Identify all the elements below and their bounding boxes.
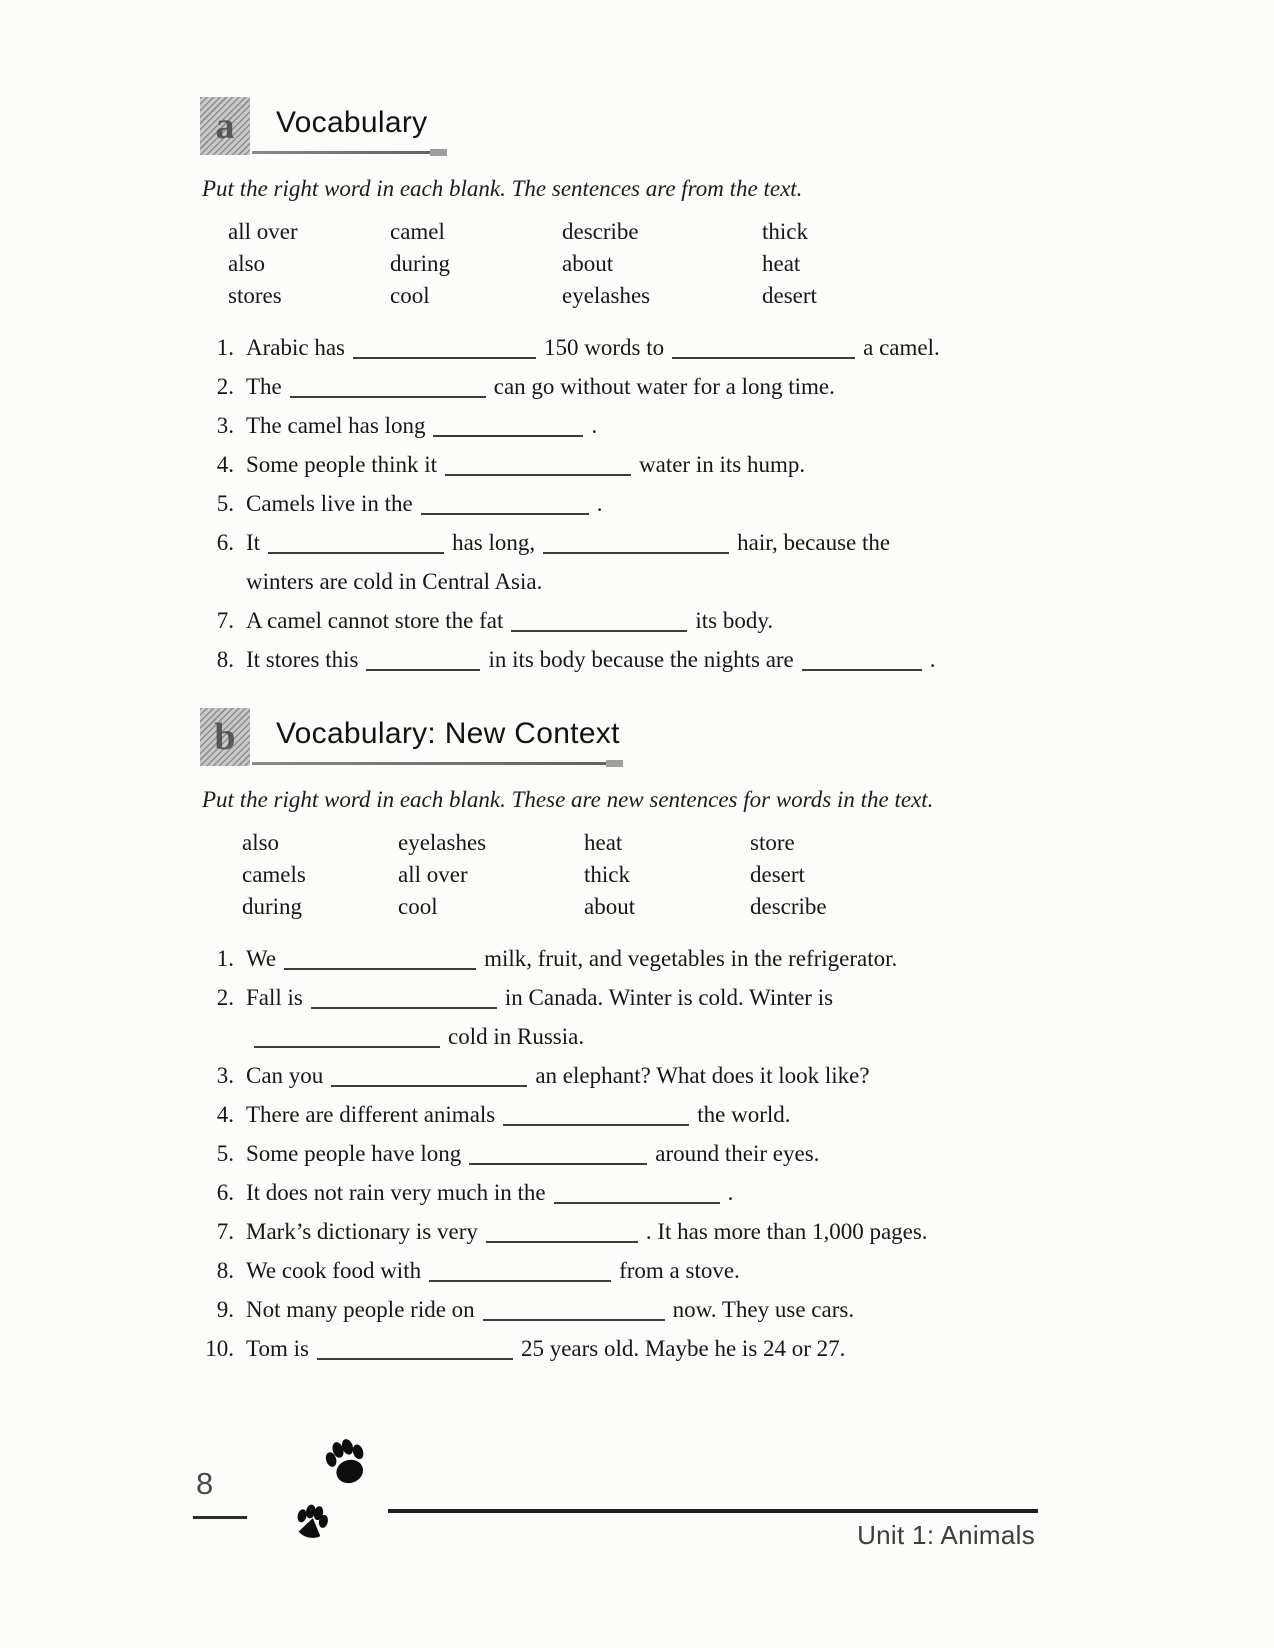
exercise-item	[200, 1134, 1068, 1173]
answer-blank[interactable]	[554, 1201, 720, 1204]
item-number: 6.	[216, 530, 234, 555]
sentence-text: 150 words to	[544, 335, 665, 360]
sentence-text: in Canada. Winter is cold. Winter is	[504, 985, 834, 1010]
answer-blank[interactable]	[503, 1123, 689, 1126]
sentence-text: It stores this	[246, 647, 359, 672]
exercise-item	[200, 1212, 1068, 1251]
section-a-instructions: Put the right word in each blank. The sentences are from the text.	[202, 176, 803, 201]
icon-letter-b: b	[214, 716, 236, 758]
word-bank-word: thick	[762, 219, 808, 244]
sentence-text: from a stove.	[619, 1258, 740, 1283]
answer-blank[interactable]	[672, 356, 855, 359]
word-bank-word: eyelashes	[398, 830, 487, 855]
sentence	[246, 484, 1068, 523]
rule-cap	[430, 149, 447, 156]
word-bank-word: stores	[228, 283, 282, 308]
exercise-item	[200, 484, 1068, 523]
sentence-text: Tom is	[246, 1336, 309, 1361]
sentence-text: cold in Russia.	[448, 1024, 585, 1049]
sentence-text: Fall is	[246, 985, 303, 1010]
sentence	[246, 1290, 1068, 1329]
sentence-text: Some people think it	[246, 452, 438, 477]
sentence-text: It	[246, 530, 261, 555]
sentence	[246, 1056, 1068, 1095]
page-number-rule	[193, 1516, 247, 1519]
word-bank-word: about	[584, 894, 636, 919]
answer-blank[interactable]	[366, 668, 480, 671]
sentence	[246, 978, 1068, 1056]
sentence-text: a camel.	[863, 335, 940, 360]
answer-blank[interactable]	[254, 1045, 440, 1048]
exercise-item	[200, 939, 1068, 978]
sentence-text: It does not rain very much in the	[246, 1180, 546, 1205]
sentence-text: 25 years old. Maybe he is 24 or 27.	[520, 1336, 846, 1361]
word-bank-word: eyelashes	[562, 283, 651, 308]
answer-blank[interactable]	[317, 1357, 513, 1360]
item-number: 4.	[216, 1102, 234, 1127]
sentence-text: in its body because the nights are	[488, 647, 794, 672]
answer-blank[interactable]	[311, 1006, 497, 1009]
sentence	[246, 601, 1068, 640]
item-number: 9.	[216, 1297, 234, 1322]
word-bank-word: cool	[390, 283, 430, 308]
paw-prints-icon	[288, 1422, 378, 1552]
sentence-text: The	[246, 374, 282, 399]
sentence-text: Arabic has	[246, 335, 345, 360]
exercise-item	[200, 978, 1068, 1056]
section-a-title: Vocabulary	[276, 106, 428, 139]
sentence-text: an elephant? What does it look like?	[535, 1063, 870, 1088]
sentence-text: .	[591, 413, 598, 438]
sentence	[246, 406, 1068, 445]
sentence-text: Camels live in the	[246, 491, 413, 516]
word-bank-word: cool	[398, 894, 438, 919]
exercise-item	[200, 445, 1068, 484]
answer-blank[interactable]	[486, 1240, 638, 1243]
sentence-text: Some people have long	[246, 1141, 462, 1166]
exercise-item	[200, 328, 1068, 367]
sentence-text: We	[246, 946, 277, 971]
word-bank-word: describe	[750, 894, 827, 919]
exercise-item	[200, 640, 1068, 679]
answer-blank[interactable]	[469, 1162, 647, 1165]
item-number: 7.	[216, 608, 234, 633]
word-bank-word: desert	[762, 283, 817, 308]
sentence-text: The camel has long	[246, 413, 426, 438]
answer-blank[interactable]	[802, 668, 922, 671]
exercise-item	[200, 406, 1068, 445]
answer-blank[interactable]	[290, 395, 486, 398]
answer-blank[interactable]	[331, 1084, 527, 1087]
section-b-title: Vocabulary: New Context	[276, 717, 620, 750]
sentence	[246, 1212, 1068, 1251]
word-bank-word: heat	[584, 830, 623, 855]
header-rule	[252, 151, 444, 154]
section-b-word-bank	[242, 827, 1068, 923]
answer-blank[interactable]	[445, 473, 631, 476]
sentence-text: .	[929, 647, 936, 672]
item-number: 3.	[216, 413, 234, 438]
section-b-header	[200, 705, 1068, 769]
sentence	[246, 1251, 1068, 1290]
item-number: 2.	[216, 374, 234, 399]
section-b-instructions: Put the right word in each blank. These are new sentences for words in the text.	[202, 787, 934, 812]
answer-blank[interactable]	[421, 512, 589, 515]
answer-blank[interactable]	[429, 1279, 611, 1282]
header-rule	[252, 762, 620, 765]
sentence-text: can go without water for a long time.	[493, 374, 835, 399]
sentence-text: milk, fruit, and vegetables in the refrigerator.	[484, 946, 898, 971]
item-number: 7.	[216, 1219, 234, 1244]
item-number: 3.	[216, 1063, 234, 1088]
word-bank-word: also	[242, 830, 280, 855]
sentence	[246, 939, 1068, 978]
sentence-text: . It has more than 1,000 pages.	[645, 1219, 928, 1244]
sentence-text: now. They use cars.	[672, 1297, 855, 1322]
sentence-text: winters are cold in Central Asia.	[246, 569, 543, 594]
sentence	[246, 367, 1068, 406]
exercise-item	[200, 1251, 1068, 1290]
answer-blank[interactable]	[483, 1318, 665, 1321]
item-number: 1.	[216, 946, 234, 971]
word-bank-word: store	[750, 830, 795, 855]
sentence	[246, 445, 1068, 484]
exercise-item	[200, 1290, 1068, 1329]
sentence	[246, 523, 1068, 601]
exercise-item	[200, 523, 1068, 601]
sentence-text: its body.	[695, 608, 774, 633]
answer-blank[interactable]	[543, 551, 729, 554]
item-number: 8.	[216, 647, 234, 672]
item-number: 4.	[216, 452, 234, 477]
sentence	[246, 328, 1068, 367]
word-bank-word: during	[242, 894, 303, 919]
item-number: 5.	[216, 491, 234, 516]
exercise-item	[200, 1056, 1068, 1095]
unit-label: Unit 1: Animals	[857, 1520, 1035, 1550]
sentence	[246, 1134, 1068, 1173]
sentence-text: Mark’s dictionary is very	[246, 1219, 478, 1244]
section-b-icon	[200, 708, 250, 766]
answer-blank[interactable]	[284, 967, 476, 970]
sentence-text: We cook food with	[246, 1258, 422, 1283]
exercise-item	[200, 1329, 1068, 1368]
word-bank-word: about	[562, 251, 614, 276]
sentence-text: hair, because the	[737, 530, 891, 555]
sentence	[246, 640, 1068, 679]
section-a-icon	[200, 97, 250, 155]
word-bank-word: desert	[750, 862, 805, 887]
rule-cap	[606, 760, 623, 767]
word-bank-word: also	[228, 251, 266, 276]
word-bank-word: during	[390, 251, 451, 276]
word-bank-word: heat	[762, 251, 801, 276]
answer-blank[interactable]	[511, 629, 687, 632]
sentence	[246, 1173, 1068, 1212]
item-number: 1.	[216, 335, 234, 360]
sentence-text: There are different animals	[246, 1102, 496, 1127]
exercise-item	[200, 601, 1068, 640]
word-bank-word: all over	[228, 219, 298, 244]
section-a-header	[200, 94, 1068, 158]
exercise-item	[200, 1173, 1068, 1212]
item-number: 10.	[205, 1336, 234, 1361]
exercise-item	[200, 367, 1068, 406]
sentence-text: A camel cannot store the fat	[246, 608, 504, 633]
sentence-text: water in its hump.	[639, 452, 806, 477]
item-number: 2.	[216, 985, 234, 1010]
footer-rule	[388, 1509, 1038, 1513]
item-number: 5.	[216, 1141, 234, 1166]
word-bank-word: all over	[398, 862, 468, 887]
word-bank-word: camel	[390, 219, 445, 244]
page-content	[200, 94, 1068, 1368]
section-b-exercise	[200, 939, 1068, 1368]
word-bank-word: camels	[242, 862, 306, 887]
word-bank-word: thick	[584, 862, 630, 887]
sentence	[246, 1329, 1068, 1368]
answer-blank[interactable]	[353, 356, 536, 359]
sentence-text: the world.	[697, 1102, 791, 1127]
icon-letter-a: a	[215, 105, 235, 147]
item-number: 8.	[216, 1258, 234, 1283]
page-number: 8	[196, 1466, 214, 1501]
answer-blank[interactable]	[268, 551, 444, 554]
section-a-exercise	[200, 328, 1068, 679]
word-bank-word: describe	[562, 219, 639, 244]
sentence-text: .	[596, 491, 603, 516]
section-a-word-bank	[228, 216, 1068, 312]
sentence	[246, 1095, 1068, 1134]
answer-blank[interactable]	[433, 434, 583, 437]
item-number: 6.	[216, 1180, 234, 1205]
exercise-item	[200, 1095, 1068, 1134]
sentence-text: around their eyes.	[655, 1141, 820, 1166]
sentence-text: Can you	[246, 1063, 324, 1088]
sentence-text: Not many people ride on	[246, 1297, 475, 1322]
sentence-text: .	[727, 1180, 734, 1205]
sentence-text: has long,	[452, 530, 536, 555]
